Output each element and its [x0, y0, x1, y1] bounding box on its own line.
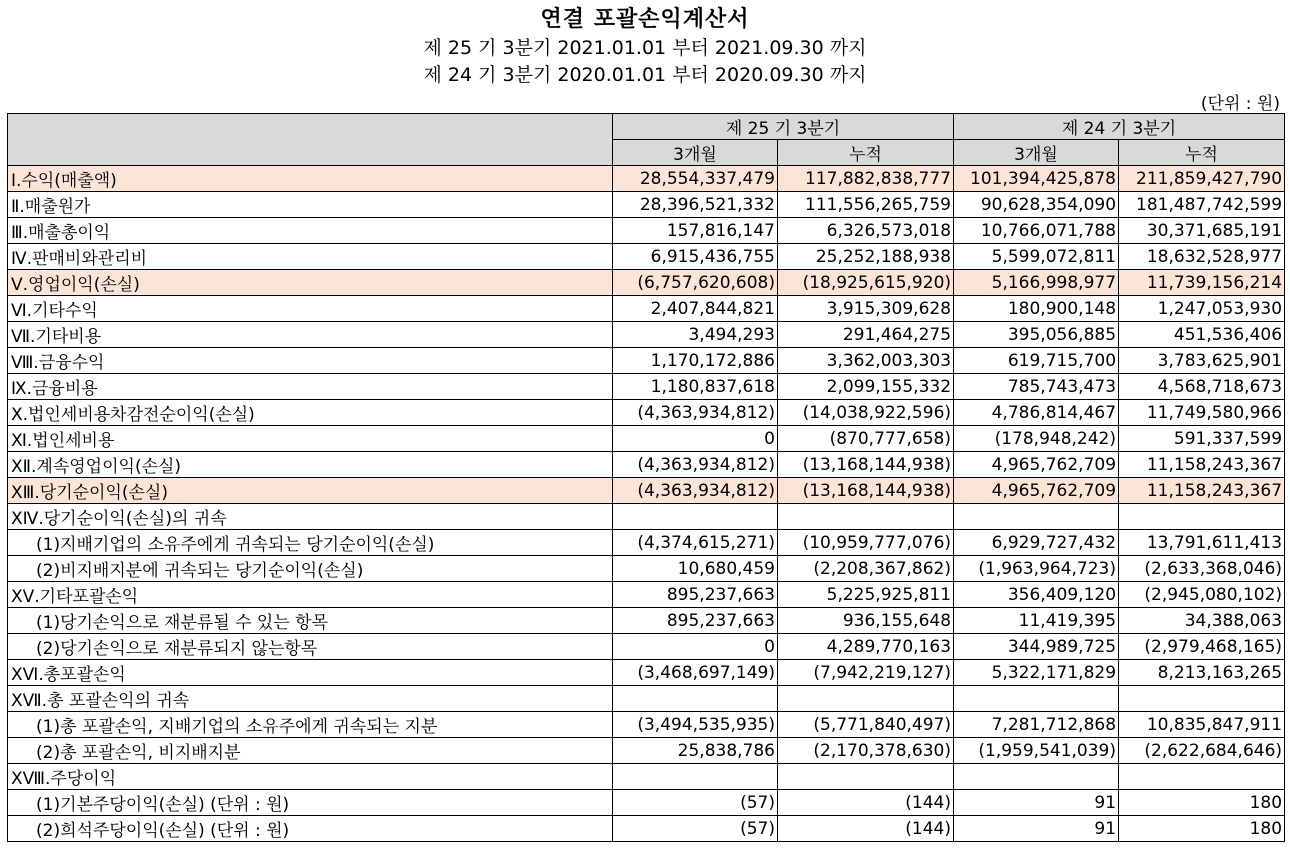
value-cell: 4,965,762,709	[954, 452, 1119, 478]
value-cell: 25,838,786	[613, 738, 778, 764]
value-cell: 4,568,718,673	[1119, 374, 1285, 400]
value-cell: 5,166,998,977	[954, 270, 1119, 296]
row-label: (1)지배기업의 소유주에게 귀속되는 당기순이익(손실)	[8, 530, 613, 556]
table-row	[8, 712, 1285, 738]
value-cell: 28,396,521,332	[613, 192, 778, 218]
value-cell	[778, 504, 954, 530]
value-cell: (144)	[778, 816, 954, 842]
row-label: Ⅹ.법인세비용차감전순이익(손실)	[8, 400, 613, 426]
value-cell	[1119, 764, 1285, 790]
header-current-cum: 누적	[778, 140, 954, 166]
table-row	[8, 764, 1285, 790]
table-row	[8, 218, 1285, 244]
header-current-period: 제 25 기 3분기	[613, 114, 954, 140]
value-cell: 11,739,156,214	[1119, 270, 1285, 296]
row-label: (1)총 포괄손익, 지배기업의 소유주에게 귀속되는 지분	[8, 712, 613, 738]
table-body	[8, 166, 1285, 842]
row-label: ⅩⅤ.기타포괄손익	[8, 582, 613, 608]
table-row	[8, 270, 1285, 296]
value-cell: (3,494,535,935)	[613, 712, 778, 738]
value-cell: 2,099,155,332	[778, 374, 954, 400]
value-cell: 28,554,337,479	[613, 166, 778, 192]
value-cell	[613, 764, 778, 790]
value-cell: 11,158,243,367	[1119, 478, 1285, 504]
header-current-3m: 3개월	[613, 140, 778, 166]
value-cell: 344,989,725	[954, 634, 1119, 660]
value-cell: 157,816,147	[613, 218, 778, 244]
value-cell: 619,715,700	[954, 348, 1119, 374]
row-label: Ⅲ.매출총이익	[8, 218, 613, 244]
value-cell: 91	[954, 816, 1119, 842]
row-label: (2)비지배지분에 귀속되는 당기순이익(손실)	[8, 556, 613, 582]
value-cell: 6,915,436,755	[613, 244, 778, 270]
value-cell: 3,783,625,901	[1119, 348, 1285, 374]
value-cell: 11,158,243,367	[1119, 452, 1285, 478]
value-cell: 10,680,459	[613, 556, 778, 582]
value-cell: (14,038,922,596)	[778, 400, 954, 426]
value-cell: (2,633,368,046)	[1119, 556, 1285, 582]
value-cell: 5,599,072,811	[954, 244, 1119, 270]
table-row	[8, 348, 1285, 374]
table-row	[8, 816, 1285, 842]
value-cell	[778, 686, 954, 712]
value-cell: 117,882,838,777	[778, 166, 954, 192]
header-prior-period: 제 24 기 3분기	[954, 114, 1285, 140]
value-cell: (2,170,378,630)	[778, 738, 954, 764]
unit-label: (단위 : 원)	[1200, 94, 1280, 114]
income-statement-table	[7, 113, 1285, 842]
table-row	[8, 400, 1285, 426]
page-title: 연결 포괄손익계산서	[540, 7, 750, 32]
value-cell: 5,322,171,829	[954, 660, 1119, 686]
value-cell: 1,247,053,930	[1119, 296, 1285, 322]
value-cell: 6,929,727,432	[954, 530, 1119, 556]
row-label: Ⅱ.매출원가	[8, 192, 613, 218]
value-cell: (57)	[613, 790, 778, 816]
value-cell: 10,766,071,788	[954, 218, 1119, 244]
value-cell: (1,963,964,723)	[954, 556, 1119, 582]
value-cell: 101,394,425,878	[954, 166, 1119, 192]
row-label: (1)당기손익으로 재분류될 수 있는 항목	[8, 608, 613, 634]
table-row	[8, 322, 1285, 348]
value-cell	[954, 504, 1119, 530]
value-cell: (2,979,468,165)	[1119, 634, 1285, 660]
table-row	[8, 426, 1285, 452]
row-label: ⅩⅥ.총포괄손익	[8, 660, 613, 686]
value-cell: (13,168,144,938)	[778, 478, 954, 504]
table-row	[8, 556, 1285, 582]
row-label: Ⅵ.기타수익	[8, 296, 613, 322]
value-cell: (3,468,697,149)	[613, 660, 778, 686]
value-cell: 211,859,427,790	[1119, 166, 1285, 192]
value-cell: (4,363,934,812)	[613, 452, 778, 478]
value-cell: 2,407,844,821	[613, 296, 778, 322]
row-label: Ⅰ.수익(매출액)	[8, 166, 613, 192]
row-label: (2)희석주당이익(손실) (단위 : 원)	[8, 816, 613, 842]
value-cell	[954, 686, 1119, 712]
row-label: Ⅸ.금융비용	[8, 374, 613, 400]
table-row	[8, 608, 1285, 634]
table-row	[8, 452, 1285, 478]
value-cell: 895,237,663	[613, 608, 778, 634]
row-label: ⅩⅢ.당기순이익(손실)	[8, 478, 613, 504]
value-cell: 111,556,265,759	[778, 192, 954, 218]
value-cell: 591,337,599	[1119, 426, 1285, 452]
table-row	[8, 166, 1285, 192]
value-cell: 11,749,580,966	[1119, 400, 1285, 426]
value-cell: (2,622,684,646)	[1119, 738, 1285, 764]
value-cell: (4,374,615,271)	[613, 530, 778, 556]
row-label: ⅩⅣ.당기순이익(손실)의 귀속	[8, 504, 613, 530]
header-blank	[8, 114, 613, 166]
value-cell	[613, 686, 778, 712]
value-cell: 25,252,188,938	[778, 244, 954, 270]
value-cell: 91	[954, 790, 1119, 816]
header-prior-cum: 누적	[1119, 140, 1285, 166]
value-cell: 180,900,148	[954, 296, 1119, 322]
prior-period-range: 제 24 기 3분기 2020.01.01 부터 2020.09.30 까지	[423, 64, 867, 86]
value-cell: 291,464,275	[778, 322, 954, 348]
value-cell: 181,487,742,599	[1119, 192, 1285, 218]
table-row	[8, 296, 1285, 322]
value-cell: 90,628,354,090	[954, 192, 1119, 218]
value-cell: 4,965,762,709	[954, 478, 1119, 504]
value-cell	[1119, 504, 1285, 530]
row-label: ⅩⅦ.총 포괄손익의 귀속	[8, 686, 613, 712]
value-cell: (10,959,777,076)	[778, 530, 954, 556]
value-cell	[1119, 686, 1285, 712]
value-cell: (870,777,658)	[778, 426, 954, 452]
table-row	[8, 738, 1285, 764]
value-cell: 1,170,172,886	[613, 348, 778, 374]
value-cell: 5,225,925,811	[778, 582, 954, 608]
table-row	[8, 582, 1285, 608]
value-cell: 3,915,309,628	[778, 296, 954, 322]
value-cell: 0	[613, 426, 778, 452]
table-row	[8, 790, 1285, 816]
table-row	[8, 634, 1285, 660]
table-row	[8, 530, 1285, 556]
value-cell	[778, 764, 954, 790]
value-cell: (6,757,620,608)	[613, 270, 778, 296]
table-row	[8, 478, 1285, 504]
value-cell: 0	[613, 634, 778, 660]
table-row	[8, 686, 1285, 712]
header-prior-3m: 3개월	[954, 140, 1119, 166]
row-label: Ⅴ.영업이익(손실)	[8, 270, 613, 296]
value-cell: 34,388,063	[1119, 608, 1285, 634]
value-cell: 30,371,685,191	[1119, 218, 1285, 244]
value-cell: (13,168,144,938)	[778, 452, 954, 478]
table-row	[8, 660, 1285, 686]
value-cell: (57)	[613, 816, 778, 842]
row-label: (1)기본주당이익(손실) (단위 : 원)	[8, 790, 613, 816]
row-label: ⅩⅡ.계속영업이익(손실)	[8, 452, 613, 478]
value-cell	[954, 764, 1119, 790]
value-cell: 4,289,770,163	[778, 634, 954, 660]
value-cell: (5,771,840,497)	[778, 712, 954, 738]
current-period-range: 제 25 기 3분기 2021.01.01 부터 2021.09.30 까지	[423, 37, 867, 59]
value-cell: (2,945,080,102)	[1119, 582, 1285, 608]
value-cell: 3,494,293	[613, 322, 778, 348]
value-cell: (4,363,934,812)	[613, 478, 778, 504]
row-label: Ⅶ.기타비용	[8, 322, 613, 348]
value-cell: (2,208,367,862)	[778, 556, 954, 582]
table-row	[8, 504, 1285, 530]
value-cell: (18,925,615,920)	[778, 270, 954, 296]
value-cell: 180	[1119, 816, 1285, 842]
value-cell: 11,419,395	[954, 608, 1119, 634]
row-label: (2)당기손익으로 재분류되지 않는항목	[8, 634, 613, 660]
table-row	[8, 192, 1285, 218]
row-label: Ⅳ.판매비와관리비	[8, 244, 613, 270]
value-cell: (178,948,242)	[954, 426, 1119, 452]
value-cell: 7,281,712,868	[954, 712, 1119, 738]
value-cell: 6,326,573,018	[778, 218, 954, 244]
table-row	[8, 244, 1285, 270]
value-cell: (7,942,219,127)	[778, 660, 954, 686]
value-cell: 936,155,648	[778, 608, 954, 634]
value-cell: 8,213,163,265	[1119, 660, 1285, 686]
value-cell: (1,959,541,039)	[954, 738, 1119, 764]
value-cell: (144)	[778, 790, 954, 816]
row-label: Ⅷ.금융수익	[8, 348, 613, 374]
value-cell: 451,536,406	[1119, 322, 1285, 348]
value-cell: 13,791,611,413	[1119, 530, 1285, 556]
row-label: (2)총 포괄손익, 비지배지분	[8, 738, 613, 764]
value-cell: 785,743,473	[954, 374, 1119, 400]
value-cell: (4,363,934,812)	[613, 400, 778, 426]
value-cell	[613, 504, 778, 530]
value-cell: 1,180,837,618	[613, 374, 778, 400]
value-cell: 18,632,528,977	[1119, 244, 1285, 270]
table-row	[8, 374, 1285, 400]
row-label: Ⅺ.법인세비용	[8, 426, 613, 452]
value-cell: 3,362,003,303	[778, 348, 954, 374]
value-cell: 4,786,814,467	[954, 400, 1119, 426]
value-cell: 395,056,885	[954, 322, 1119, 348]
value-cell: 356,409,120	[954, 582, 1119, 608]
value-cell: 10,835,847,911	[1119, 712, 1285, 738]
value-cell: 895,237,663	[613, 582, 778, 608]
value-cell: 180	[1119, 790, 1285, 816]
row-label: ⅩⅧ.주당이익	[8, 764, 613, 790]
